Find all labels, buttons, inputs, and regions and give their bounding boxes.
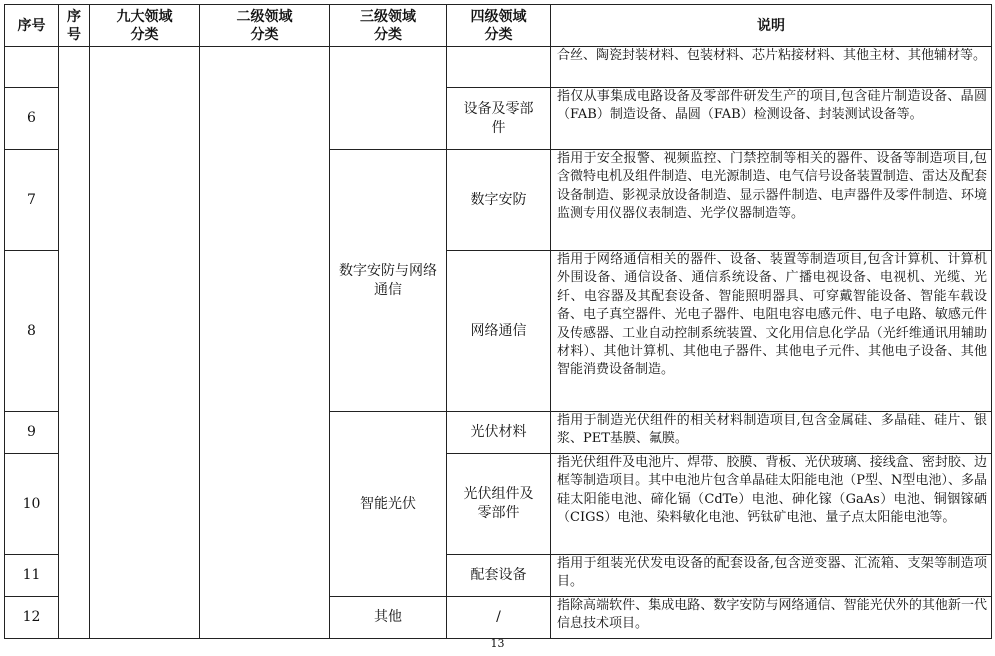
cell-description: 指仅从事集成电路设备及零部件研发生产的项目,包含硅片制造设备、晶圆（FAB）制造设备、晶圆（FAB）检测设备、封装测试设备等。 xyxy=(551,88,992,150)
cell-seq: 6 xyxy=(5,88,59,150)
cell-level3-security: 数字安防与网络通信 xyxy=(330,150,447,412)
cell-description: 指用于制造光伏组件的相关材料制造项目,包含金属硅、多晶硅、硅片、银浆、PET基膜、氟膜。 xyxy=(551,412,992,454)
cell-level3-continued xyxy=(330,47,447,150)
cell-description: 指用于安全报警、视频监控、门禁控制等相关的器件、设备等制造项目,包含微特电机及组件制造、电光源制造、电气信号设备装置制造、雷达及配套设备制造、影视录放设备制造、显示器件制造、电声器件及零件制造、环境监测专用仪器仪表制造、光学仪器制造等。 xyxy=(551,150,992,251)
page-number: 13 xyxy=(490,637,505,650)
cell-level4 xyxy=(447,47,551,88)
classification-table xyxy=(4,4,992,639)
cell-level9-merged xyxy=(90,47,200,639)
cell-level3-pv: 智能光伏 xyxy=(330,412,447,597)
cell-description: 合丝、陶瓷封装材料、包装材料、芯片粘接材料、其他主材、其他辅材等。 xyxy=(551,47,992,88)
table-row xyxy=(5,47,992,88)
header-level3: 三级领域分类 xyxy=(330,5,447,47)
cell-description: 指除高端软件、集成电路、数字安防与网络通信、智能光伏外的其他新一代信息技术项目。 xyxy=(551,597,992,639)
cell-seq: 12 xyxy=(5,597,59,639)
cell-seq: 9 xyxy=(5,412,59,454)
cell-level4: 光伏组件及零部件 xyxy=(447,454,551,555)
header-level4: 四级领域分类 xyxy=(447,5,551,47)
cell-level4: 数字安防 xyxy=(447,150,551,251)
cell-level4: 光伏材料 xyxy=(447,412,551,454)
header-description: 说明 xyxy=(551,5,992,47)
cell-level3: 其他 xyxy=(330,597,447,639)
cell-level4: 网络通信 xyxy=(447,251,551,412)
cell-level4: 设备及零部件 xyxy=(447,88,551,150)
cell-seq: 10 xyxy=(5,454,59,555)
cell-seq: 7 xyxy=(5,150,59,251)
header-level9: 九大领域分类 xyxy=(90,5,200,47)
header-level2: 二级领域分类 xyxy=(200,5,330,47)
table-header-row xyxy=(5,5,992,47)
cell-level2-merged xyxy=(200,47,330,639)
cell-description: 指用于组装光伏发电设备的配套设备,包含逆变器、汇流箱、支架等制造项目。 xyxy=(551,555,992,597)
header-seq-2: 序号 xyxy=(59,5,90,47)
cell-seq xyxy=(5,47,59,88)
cell-description: 指光伏组件及电池片、焊带、胶膜、背板、光伏玻璃、接线盒、密封胶、边框等制造项目。其中电池片包含单晶硅太阳能电池（P型、N型电池）、多晶硅太阳能电池、碲化镉（CdTe）电池、砷化镓（GaAs）电池、铜铟镓硒（CIGS）电池、染料敏化电池、钙钛矿电池、量子点太阳能电池等。 xyxy=(551,454,992,555)
cell-seq: 11 xyxy=(5,555,59,597)
header-seq: 序号 xyxy=(5,5,59,47)
cell-description: 指用于网络通信相关的器件、设备、装置等制造项目,包含计算机、计算机外围设备、通信设备、通信系统设备、广播电视设备、电视机、光缆、光纤、电容器及其配套设备、智能照明器具、可穿戴智能设备、智能车载设备、电子真空器件、光电子器件、电阻电容电感元件、电子电路、敏感元件及传感器、工业自动控制系统装置、文化用信息化学品（光纤维通讯用辅助材料）、其他计算机、其他电子器件、其他电子元件、其他电子设备、其他智能消费设备制造。 xyxy=(551,251,992,412)
cell-level4: / xyxy=(447,597,551,639)
cell-seq-2-merged xyxy=(59,47,90,639)
cell-seq: 8 xyxy=(5,251,59,412)
cell-level4: 配套设备 xyxy=(447,555,551,597)
